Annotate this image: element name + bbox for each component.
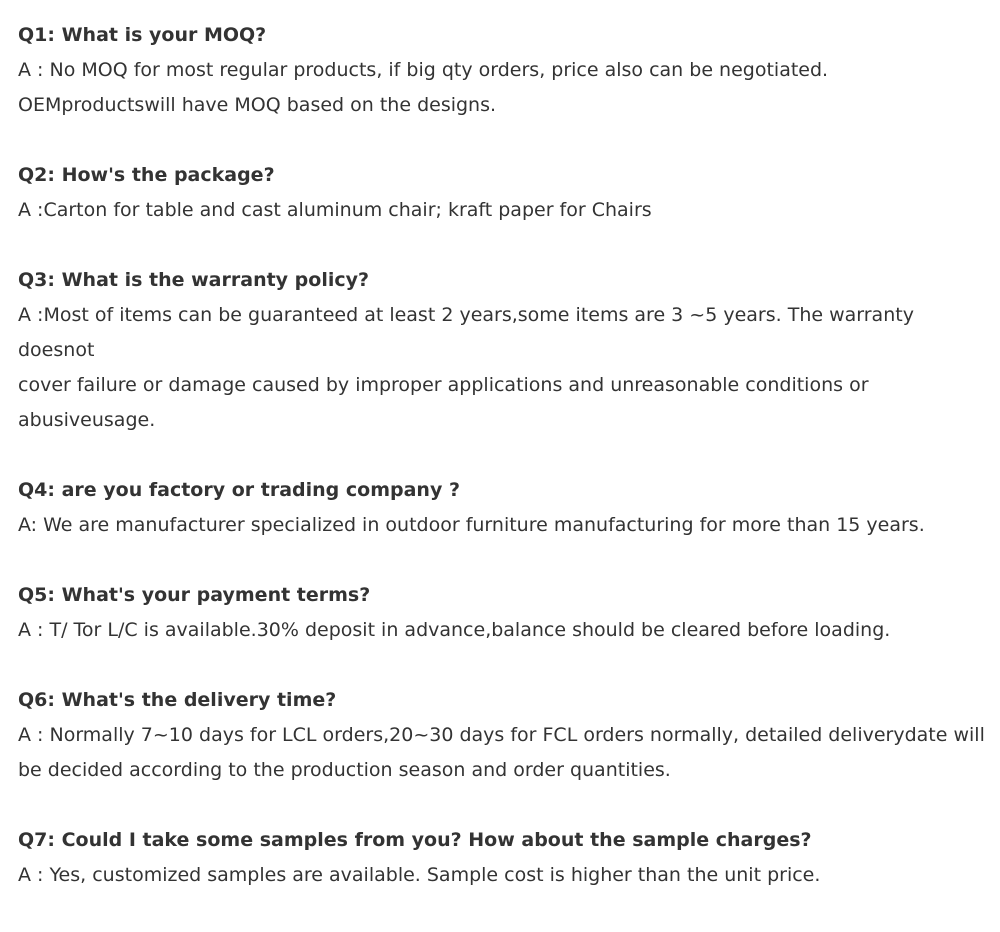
answer-line: A : No MOQ for most regular products, if big qty orders, price also can be negotiated. xyxy=(18,59,829,81)
answer-line: A : T/ Tor L/C is available.30% deposit in advance,balance should be cleared before loading. xyxy=(18,619,891,641)
question-heading: Q5: What's your payment terms? xyxy=(18,584,371,606)
answer-line: A :Carton for table and cast aluminum chair; kraft paper for Chairs xyxy=(18,199,652,221)
faq-item-q7 xyxy=(18,823,988,893)
answer-line: A: We are manufacturer specialized in outdoor furniture manufacturing for more than 15 years. xyxy=(18,514,925,536)
answer-line: abusiveusage. xyxy=(18,409,156,431)
faq-list xyxy=(18,18,988,928)
faq-item-q4 xyxy=(18,473,988,543)
question-heading: Q2: How's the package? xyxy=(18,164,275,186)
answer-line: A :Most of items can be guaranteed at least 2 years,some items are 3 ~5 years. The warranty doesnot xyxy=(18,304,914,361)
faq-item-q6 xyxy=(18,683,988,788)
faq-item-q5 xyxy=(18,578,988,648)
faq-item-q3 xyxy=(18,263,988,438)
answer-line: A : Normally 7~10 days for LCL orders,20~30 days for FCL orders normally, detailed deliverydate will xyxy=(18,724,985,746)
question-heading: Q3: What is the warranty policy? xyxy=(18,269,370,291)
question-heading: Q7: Could I take some samples from you? How about the sample charges? xyxy=(18,829,812,851)
answer-line: be decided according to the production season and order quantities. xyxy=(18,759,671,781)
faq-item-q1 xyxy=(18,18,988,123)
question-heading: Q6: What's the delivery time? xyxy=(18,689,337,711)
question-heading: Q4: are you factory or trading company ? xyxy=(18,479,460,501)
answer-line: A : Yes, customized samples are available. Sample cost is higher than the unit price. xyxy=(18,864,821,886)
answer-line: cover failure or damage caused by improper applications and unreasonable conditions or xyxy=(18,374,869,396)
answer-line: OEMproductswill have MOQ based on the designs. xyxy=(18,94,497,116)
faq-item-q2 xyxy=(18,158,988,228)
question-heading: Q1: What is your MOQ? xyxy=(18,24,267,46)
